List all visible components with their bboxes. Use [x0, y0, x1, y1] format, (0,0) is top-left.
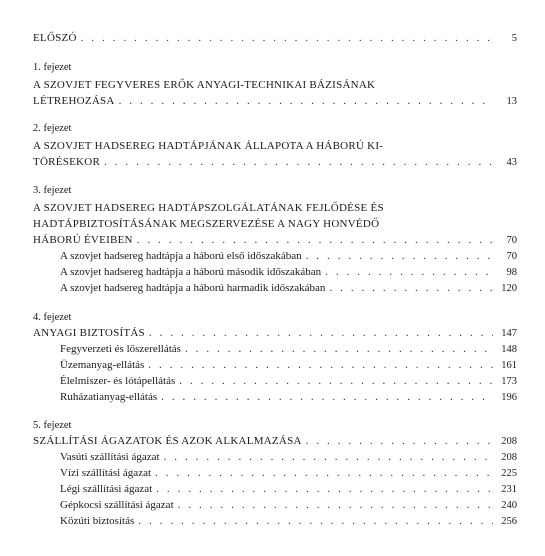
- chapter-label: 2. fejezet: [33, 123, 72, 134]
- section-title: Élelmiszer- és lótápellátás: [60, 375, 176, 387]
- dot-leader: [179, 374, 493, 388]
- section-title: Vasúti szállítási ágazat: [60, 451, 160, 463]
- toc-page-number: 240: [501, 500, 517, 511]
- toc-entry-preface: [33, 31, 517, 46]
- section-title: Ruházatianyag-ellátás: [60, 391, 158, 403]
- toc-entry-chapter-5: [33, 434, 517, 449]
- toc-section: [60, 374, 517, 389]
- toc-page-number: 148: [501, 344, 517, 355]
- dot-leader: [119, 94, 493, 108]
- dot-leader: [306, 249, 493, 263]
- chapter-title-last-line: SZÁLLÍTÁSI ÁGAZATOK ÉS AZOK ALKALMAZÁSA: [33, 435, 302, 447]
- dot-leader: [306, 434, 493, 448]
- toc-section: [60, 265, 517, 280]
- dot-leader: [178, 498, 493, 512]
- toc-section: [60, 281, 517, 296]
- toc-page-number: 5: [511, 33, 517, 44]
- toc-entry-chapter-3: [33, 233, 517, 248]
- dot-leader: [148, 358, 493, 372]
- chapter-title-line: HADTÁPBIZTOSÍTÁSÁNAK MEGSZERVEZÉSE A NAGY HONVÉDŐ: [33, 218, 380, 230]
- chapter-label: 5. fejezet: [33, 420, 72, 431]
- toc-section: [60, 498, 517, 513]
- dot-leader: [104, 155, 493, 169]
- dot-leader: [156, 482, 493, 496]
- toc-page-number: 70: [506, 251, 517, 262]
- toc-section: [60, 482, 517, 497]
- dot-leader: [185, 342, 493, 356]
- toc-section: [60, 249, 517, 264]
- toc-page-number: 70: [506, 235, 517, 246]
- toc-entry-title: ELŐSZÓ: [33, 32, 77, 44]
- toc-entry-chapter-1: [33, 94, 517, 109]
- chapter-label: 3. fejezet: [33, 185, 72, 196]
- chapter-title-last-line: ANYAGI BIZTOSÍTÁS: [33, 327, 145, 339]
- dot-leader: [155, 466, 493, 480]
- chapter-title-last-line: TÖRÉSEKOR: [33, 156, 101, 168]
- toc-page-number: 225: [501, 468, 517, 479]
- toc-page-number: 120: [501, 283, 517, 294]
- section-title: A szovjet hadsereg hadtápja a háború első időszakában: [60, 250, 302, 262]
- toc-page-number: 231: [501, 484, 517, 495]
- toc-page-number: 196: [501, 392, 517, 403]
- toc-page-number: 256: [501, 516, 517, 527]
- chapter-label: 4. fejezet: [33, 312, 72, 323]
- toc-section: [60, 342, 517, 357]
- toc-entry-chapter-4: [33, 326, 517, 341]
- dot-leader: [161, 390, 493, 404]
- toc-page-number: 161: [501, 360, 517, 371]
- dot-leader: [81, 31, 493, 45]
- toc-section: [60, 450, 517, 465]
- chapter-title-line: A SZOVJET HADSEREG HADTÁPJÁNAK ÁLLAPOTA A HÁBORÚ KI-: [33, 140, 384, 152]
- toc-section: [60, 390, 517, 405]
- toc-section: [60, 358, 517, 373]
- section-title: Üzemanyag-ellátás: [60, 359, 145, 371]
- section-title: Fegyverzeti és lőszerellátás: [60, 343, 181, 355]
- toc-section: [60, 466, 517, 481]
- dot-leader: [149, 326, 493, 340]
- toc-page-number: 208: [501, 436, 517, 447]
- toc-page-number: 173: [501, 376, 517, 387]
- chapter-title-last-line: LÉTREHOZÁSA: [33, 95, 115, 107]
- chapter-label: 1. fejezet: [33, 62, 72, 73]
- dot-leader: [137, 233, 493, 247]
- toc-page-number: 98: [506, 267, 517, 278]
- toc-section: [60, 514, 517, 529]
- section-title: Közúti biztosítás: [60, 515, 135, 527]
- section-title: A szovjet hadsereg hadtápja a háború második időszakában: [60, 266, 322, 278]
- dot-leader: [329, 281, 493, 295]
- toc-entry-chapter-2: [33, 155, 517, 170]
- toc-page-number: 43: [506, 157, 517, 168]
- chapter-title-line: A SZOVJET FEGYVERES ERŐK ANYAGI-TECHNIKAI BÁZISÁNAK: [33, 79, 376, 91]
- toc-page-number: 208: [501, 452, 517, 463]
- section-title: Légi szállítási ágazat: [60, 483, 153, 495]
- dot-leader: [325, 265, 493, 279]
- chapter-title-line: A SZOVJET HADSEREG HADTÁPSZOLGÁLATÁNAK FEJLŐDÉSE ÉS: [33, 202, 384, 214]
- toc-page-number: 13: [506, 96, 517, 107]
- section-title: Vízi szállítási ágazat: [60, 467, 152, 479]
- toc-page-number: 147: [501, 328, 517, 339]
- section-title: Gépkocsi szállítási ágazat: [60, 499, 174, 511]
- section-title: A szovjet hadsereg hadtápja a háború harmadik időszakában: [60, 282, 326, 294]
- chapter-title-last-line: HÁBORÚ ÉVEIBEN: [33, 234, 133, 246]
- dot-leader: [138, 514, 493, 528]
- dot-leader: [164, 450, 493, 464]
